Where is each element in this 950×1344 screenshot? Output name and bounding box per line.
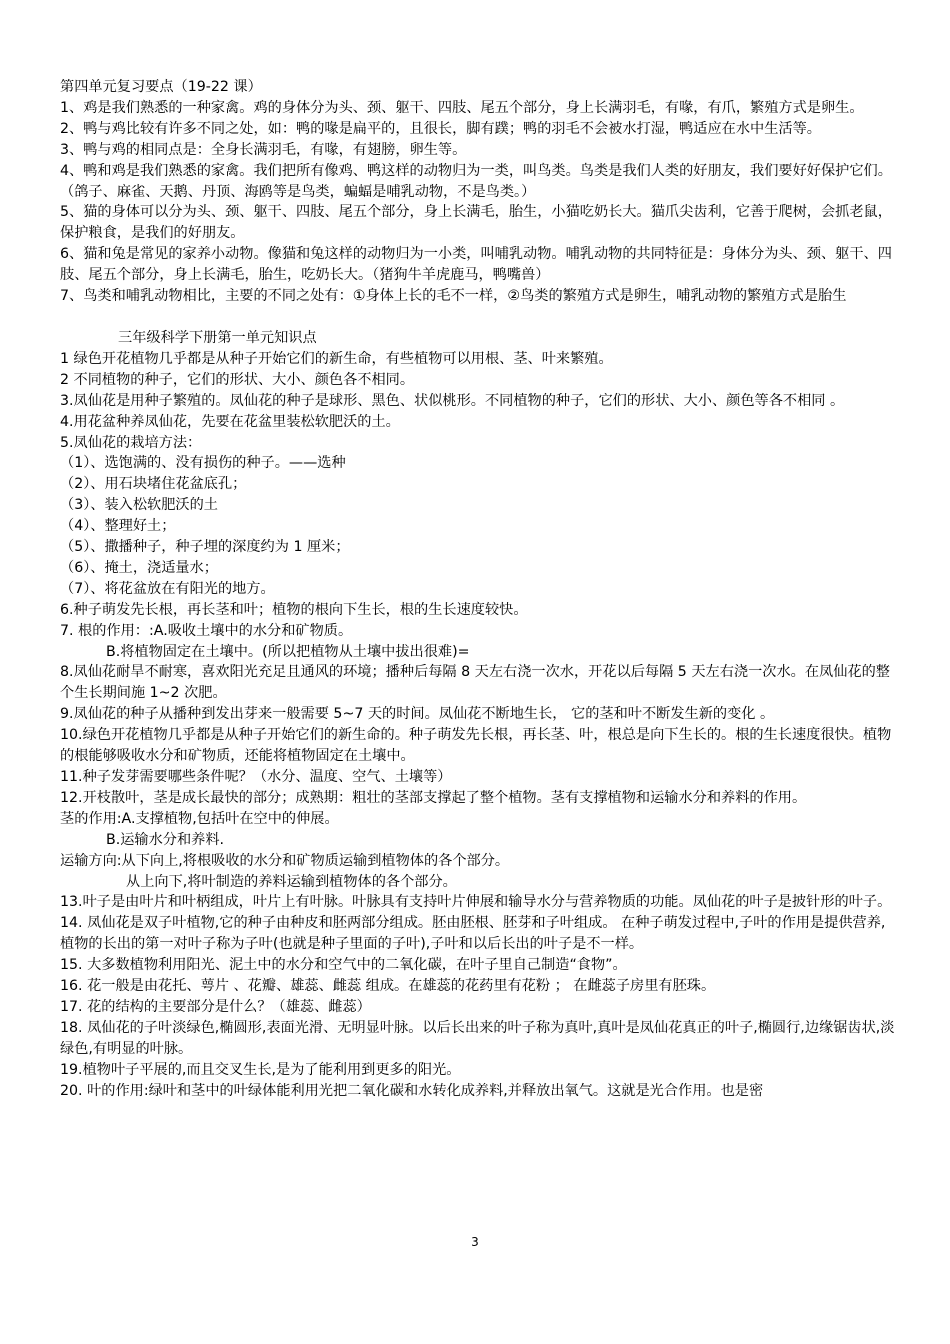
unit1-item-7: 7. 根的作用：:A.吸收土壤中的水分和矿物质。 [60, 622, 353, 639]
unit1-item-4: 4.用花盆种养凤仙花，先要在花盆里装松软肥沃的土。 [60, 413, 400, 430]
unit4-item-2: 2、鸭与鸡比较有许多不同之处，如：鸭的喙是扁平的，且很长，脚有蹼；鸭的羽毛不会被水打湿，鸭适应在水中生活等。 [60, 120, 821, 137]
unit1-step-4: （4）、整理好土； [60, 518, 176, 535]
unit1-item-14: 14. 凤仙花是双子叶植物,它的种子由种皮和胚两部分组成。胚由胚根、胚芽和子叶组成。 在种子萌发过程中,子叶的作用是提供营养,植物的长出的第一对叶子称为子叶(也就是种子里面的子叶),子叶和以后长出的叶子是不一样。 [60, 915, 886, 953]
page-number: 3 [471, 1235, 479, 1249]
unit4-item-5: 5、猫的身体可以分为头、颈、躯干、四肢、尾五个部分，身上长满毛，胎生，小猫吃奶长大。猫爪尖齿利，它善于爬树，会抓老鼠，保护粮食，是我们的好朋友。 [60, 204, 892, 242]
section-spacer [60, 307, 895, 328]
unit1-item-13: 13.叶子是由叶片和叶柄组成，叶片上有叶脉。叶脉具有支持叶片伸展和输导水分与营养物质的功能。凤仙花的叶子是披针形的叶子。 [60, 894, 892, 911]
unit1-item-20: 20. 叶的作用:绿叶和茎中的叶绿体能利用光把二氧化碳和水转化成养料,并释放出氧气。这就是光合作用。也是密 [60, 1082, 764, 1099]
stem-function-a: 茎的作用:A.支撑植物,包括叶在空中的伸展。 [60, 810, 339, 827]
transport-direction-down: 从上向下,将叶制造的养料运输到植物体的各个部分。 [126, 873, 457, 890]
unit4-item-4: 4、鸭和鸡是我们熟悉的家禽。我们把所有像鸡、鸭这样的动物归为一类，叫鸟类。鸟类是我们人类的好朋友，我们要好好保护它们。（鸽子、麻雀、天鹅、丹顶、海鸥等是鸟类，蝙蝠是哺乳动物，不是鸟类。） [60, 162, 892, 200]
unit1-step-6: （6）、掩土，浇适量水； [60, 559, 218, 576]
unit1-item-7b: B.将植物固定在土壤中。(所以把植物从土壤中拔出很难)= [106, 643, 470, 660]
unit4-item-3: 3、鸭与鸡的相同点是：全身长满羽毛，有喙，有翅膀，卵生等。 [60, 141, 467, 158]
unit1-item-10: 10.绿色开花植物几乎都是从种子开始它们的新生命的。种子萌发先长根，再长茎、叶，根总是向下生长的。根的生长速度很快。植物的根能够吸收水分和矿物质，还能将植物固定在土壤中。 [60, 727, 892, 765]
unit1-item-5: 5.凤仙花的栽培方法： [60, 434, 202, 451]
unit1-item-12: 12.开枝散叶，茎是成长最快的部分；成熟期：粗壮的茎部支撑起了整个植物。茎有支撑植物和运输水分和养料的作用。 [60, 789, 807, 806]
unit1-item-8: 8.凤仙花耐旱不耐寒，喜欢阳光充足且通风的环境；播种后每隔 8 天左右浇一次水，开花以后每隔 5 天左右浇一次水。在凤仙花的整个生长期间施 1~2 次肥。 [60, 664, 890, 702]
unit1-item-11: 11.种子发芽需要哪些条件呢？（水分、温度、空气、土壤等） [60, 769, 452, 785]
unit1-title: 三年级科学下册第一单元知识点 [118, 329, 317, 346]
unit4-title: 第四单元复习要点（19-22 课） [60, 79, 262, 95]
stem-function-b: B.运输水分和养料. [106, 831, 225, 848]
unit1-step-7: （7）、将花盆放在有阳光的地方。 [60, 580, 275, 597]
unit1-item-9: 9.凤仙花的种子从播种到发出芽来一般需要 5~7 天的时间。凤仙花不断地生长， 它的茎和叶不断发生新的变化 。 [60, 706, 775, 723]
unit4-item-1: 1、鸡是我们熟悉的一种家禽。鸡的身体分为头、颈、躯干、四肢、尾五个部分，身上长满羽毛，有喙，有爪，繁殖方式是卵生。 [60, 99, 864, 116]
unit1-step-2: （2）、用石块堵住花盆底孔； [60, 476, 247, 493]
unit1-step-1: （1）、选饱满的、没有损伤的种子。——选种 [60, 455, 346, 472]
unit1-item-19: 19.植物叶子平展的,而且交叉生长,是为了能利用到更多的阳光。 [60, 1061, 461, 1078]
unit1-item-3: 3.凤仙花是用种子繁殖的。凤仙花的种子是球形、黑色、状似桃形。不同植物的种子，它们的形状、大小、颜色等各不相同 。 [60, 392, 845, 409]
unit1-item-18: 18. 凤仙花的子叶淡绿色,椭圆形,表面光滑、无明显叶脉。以后长出来的叶子称为真叶,真叶是凤仙花真正的叶子,椭圆行,边缘锯齿状,淡绿色,有明显的叶脉。 [60, 1019, 895, 1057]
unit1-item-17: 17. 花的结构的主要部分是什么？（雄蕊、雌蕊） [60, 998, 371, 1015]
unit1-item-15: 15. 大多数植物利用阳光、泥土中的水分和空气中的二氧化碳，在叶子里自己制造“食物”。 [60, 957, 627, 974]
unit1-step-5: （5）、撒播种子，种子埋的深度约为 1 厘米； [60, 539, 350, 556]
document-body [60, 77, 895, 1102]
unit1-step-3: （3）、装入松软肥沃的土 [60, 497, 218, 514]
unit1-item-1: 1 绿色开花植物几乎都是从种子开始它们的新生命，有些植物可以用根、茎、叶来繁殖。 [60, 350, 613, 367]
unit4-item-6: 6、猫和兔是常见的家养小动物。像猫和兔这样的动物归为一小类，叫哺乳动物。哺乳动物的共同特征是：身体分为头、颈、躯干、四肢、尾五个部分，身上长满毛，胎生，吃奶长大。（猪狗牛羊虎鹿马，鸭嘴兽） [60, 246, 892, 284]
unit1-item-16: 16. 花一般是由花托、萼片 、花瓣、雄蕊、雌蕊 组成。在雄蕊的花药里有花粉 ； 在雌蕊子房里有胚珠。 [60, 978, 716, 995]
unit4-item-7: 7、鸟类和哺乳动物相比，主要的不同之处有：①身体上长的毛不一样，②鸟类的繁殖方式是卵生，哺乳动物的繁殖方式是胎生 [60, 288, 847, 305]
transport-direction-up: 运输方向:从下向上,将根吸收的水分和矿物质运输到植物体的各个部分。 [60, 852, 510, 869]
unit1-item-6: 6.种子萌发先长根，再长茎和叶；植物的根向下生长，根的生长速度较快。 [60, 601, 528, 618]
unit1-item-2: 2 不同植物的种子，它们的形状、大小、颜色各不相同。 [60, 371, 415, 388]
